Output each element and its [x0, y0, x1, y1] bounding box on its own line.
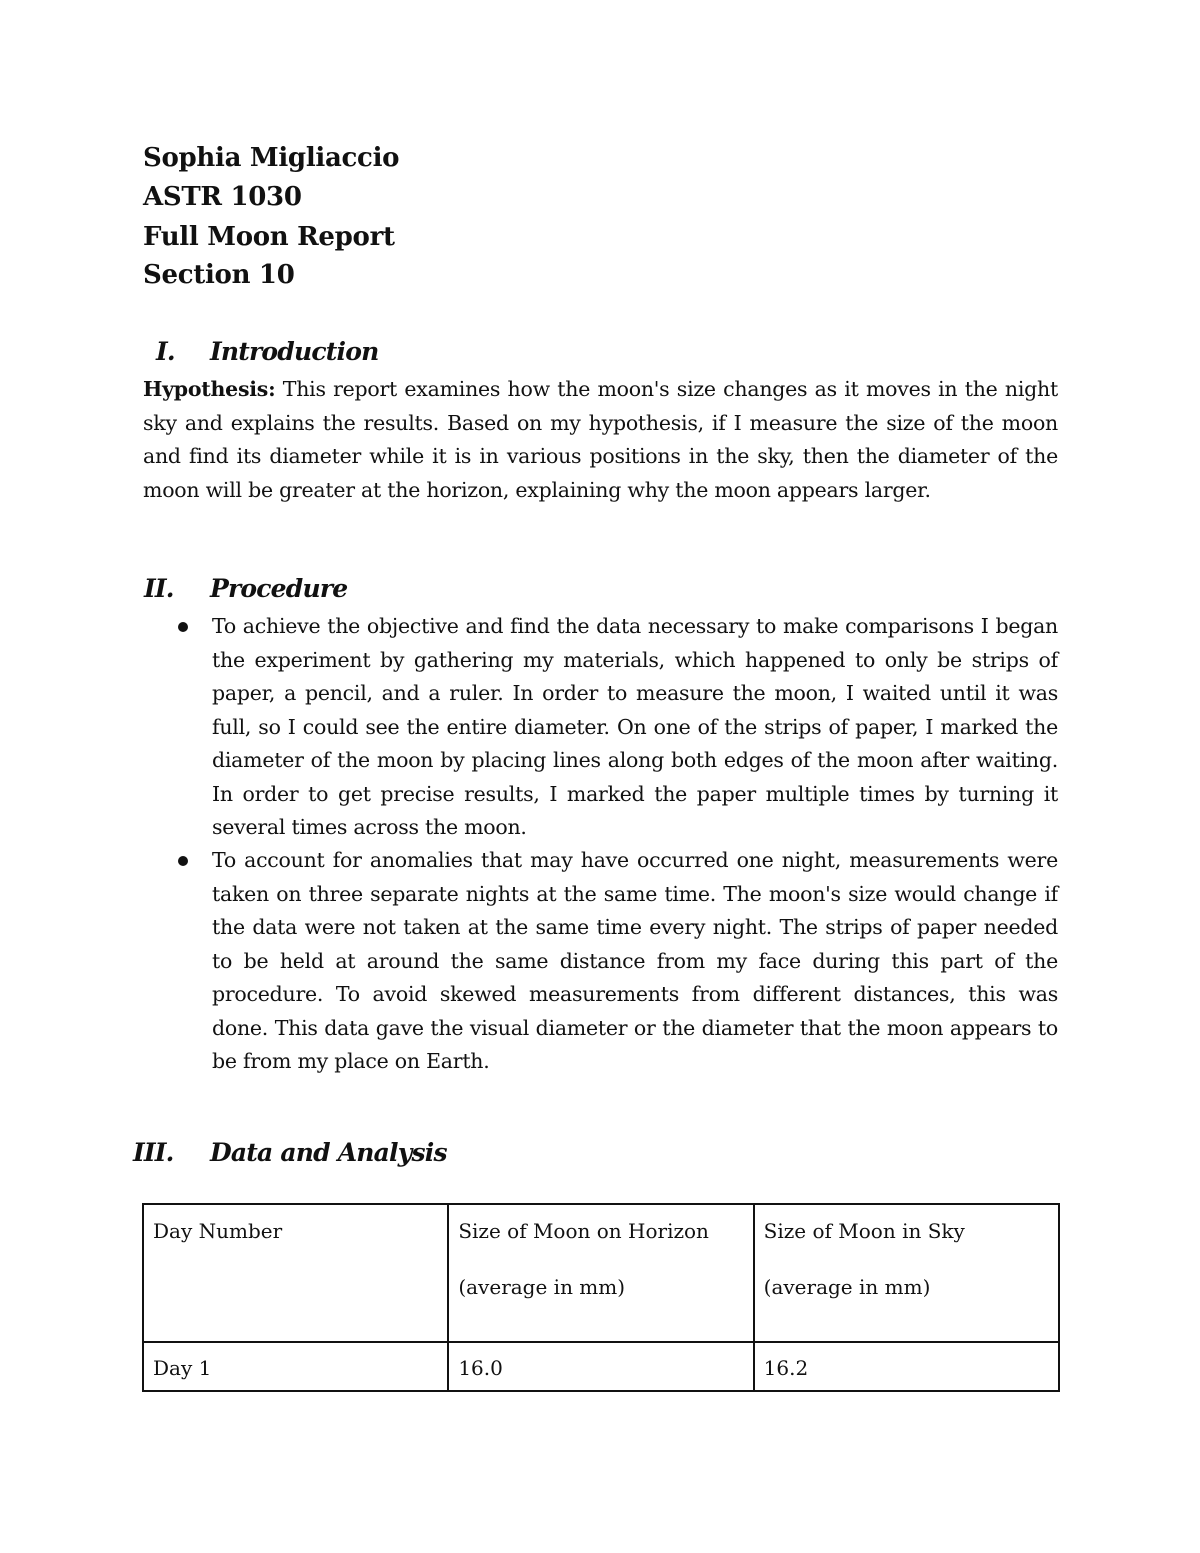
table-cell: 16.0 [448, 1342, 753, 1391]
table-cell: Day 1 [143, 1342, 448, 1391]
section-number-label: III. [133, 1138, 174, 1167]
section-number-label: II. [144, 574, 174, 603]
author-name: Sophia Migliaccio [143, 143, 400, 173]
procedure-bullet-2: To account for anomalies that may have occurred one night, measurements were taken on three separate nights at the same time. The moon's size would change if the data were not taken at the same time every night. The strips of paper needed to be held at around the same distance from my face during this part of the procedure. To avoid skewed measurements from different distances, this was done. This data gave the visual diameter or the diameter that the moon appears to be from my place on Earth. [212, 848, 1058, 1073]
course-code: ASTR 1030 [143, 182, 302, 212]
header-cell-day: Day Number [143, 1204, 448, 1342]
section-title: Introduction [210, 337, 379, 366]
table-row [143, 1342, 1059, 1391]
hypothesis-paragraph [143, 373, 1058, 507]
bullet-dot [178, 622, 188, 632]
table-header-row [143, 1204, 1059, 1342]
bullet-dot [178, 856, 188, 866]
header-cell-horizon: Size of Moon on Horizon (average in mm) [448, 1204, 753, 1342]
section-title: Procedure [210, 574, 348, 603]
section-number-label: I. [156, 337, 175, 366]
table-cell: 16.2 [754, 1342, 1059, 1391]
hypothesis-text: This report examines how the moon's size changes as it moves in the night sky and explains the results. Based on my hypothesis, if I measure the size of the moon and find its diameter while it is in various positions in the sky, then the diameter of the moon will be greater at the horizon, explaining why the moon appears larger. [143, 377, 1058, 502]
section-number: Section 10 [143, 260, 295, 290]
procedure-bullet-1: To achieve the objective and find the data necessary to make comparisons I began the experiment by gathering my materials, which happened to only be strips of paper, a pencil, and a ruler. In order to measure the moon, I waited until it was full, so I could see the entire diameter. On one of the strips of paper, I marked the diameter of the moon by placing lines along both edges of the moon after waiting. In order to get precise results, I marked the paper multiple times by turning it several times across the moon. [212, 614, 1058, 839]
moon-size-table [142, 1203, 1060, 1392]
hypothesis-label: Hypothesis: [143, 377, 276, 401]
header-cell-sky: Size of Moon in Sky (average in mm) [754, 1204, 1059, 1342]
report-title: Full Moon Report [143, 222, 395, 252]
section-title: Data and Analysis [210, 1138, 447, 1167]
